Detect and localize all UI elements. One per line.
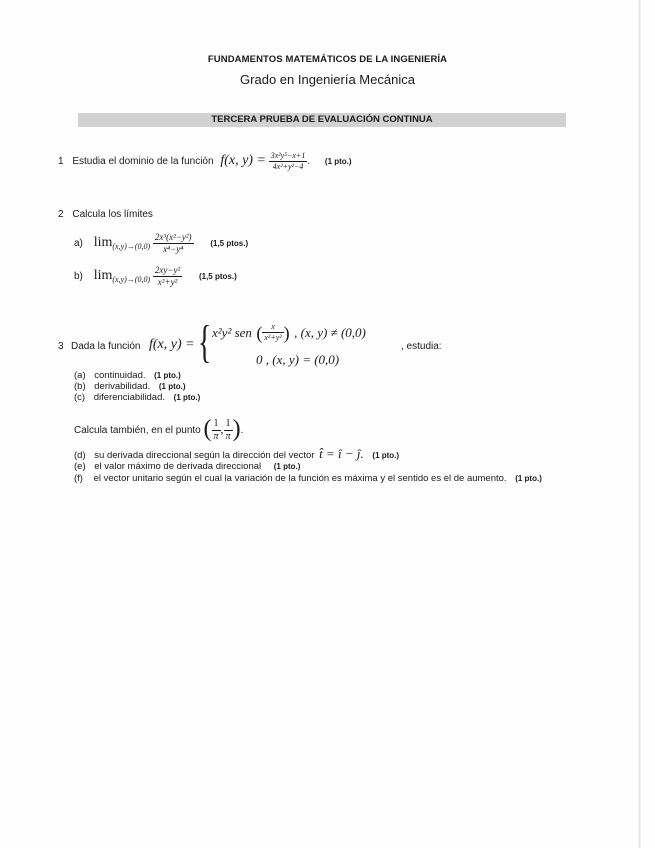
q3-item-b — [74, 381, 186, 392]
q3-case2: 0 , (x, y) = (0,0) — [256, 352, 340, 367]
q3-case1-paren-close: ) — [283, 323, 290, 343]
q1-period: . — [307, 156, 311, 167]
q3-item-c-points: (1 pto.) — [173, 393, 201, 402]
q1-number: 1 — [58, 156, 64, 167]
q2b-fraction — [153, 266, 182, 287]
q1-frac-num: 3x²y⁵−x+1 — [270, 150, 306, 160]
q3-case1 — [212, 322, 366, 344]
q3-item-e-text: el valor máximo de derivada direccional — [94, 461, 262, 472]
q3-case1-fraction — [262, 323, 283, 342]
q1-frac-den: 4x²+y²−4 — [272, 161, 304, 171]
q3-case1-expr: x²y² sen — [212, 325, 252, 340]
q3-item-d-text: su derivada direccional según la dirección del vector — [94, 450, 315, 461]
q3-item-b-points: (1 pto.) — [158, 382, 186, 391]
q1-text: Estudia el dominio de la función — [72, 156, 214, 167]
q3-brace: { — [198, 316, 212, 367]
q2-text: Calcula los límites — [72, 209, 153, 220]
course-title: FUNDAMENTOS MATEMÁTICOS DE LA INGENIERÍA — [207, 54, 448, 65]
q2b-line — [74, 263, 237, 289]
q3-item-d-label: (d) — [74, 450, 86, 461]
q3-item-c-label: (c) — [74, 392, 86, 403]
q3-point-num2: 1 — [224, 419, 233, 431]
q2b-lim-sub: (x,y)→(0,0) — [112, 275, 151, 284]
q3-case1-frac-den: x²+y² — [264, 333, 282, 343]
q3-point-period: . — [240, 425, 244, 436]
q3-point-frac2 — [224, 419, 233, 442]
q1-fraction — [269, 150, 311, 171]
degree-title: Grado en Ingeniería Mecánica — [240, 72, 415, 87]
q3-item-e-label: (e) — [74, 461, 86, 472]
q3-item-f — [74, 473, 542, 484]
q3-case1-frac-num: x — [262, 323, 283, 333]
q2b-frac-den: x²+y² — [157, 276, 178, 287]
q3-point-den1: π — [213, 430, 219, 442]
q2a-line — [74, 230, 248, 256]
q2b-points: (1,5 ptos.) — [198, 272, 237, 281]
q3-tail: , estudia: — [401, 341, 442, 352]
q3-item-f-points: (1 pto.) — [515, 474, 542, 483]
q3-point-line — [74, 414, 243, 444]
q3-number: 3 — [58, 341, 64, 352]
q3-item-a — [74, 370, 181, 381]
q2-line — [58, 209, 153, 220]
q3-function-lhs: f(x, y) = — [149, 337, 195, 352]
page-edge-shadow — [638, 0, 641, 848]
q3-item-d — [74, 446, 399, 462]
q2-number: 2 — [58, 209, 64, 220]
exam-title: TERCERA PRUEBA DE EVALUACIÓN CONTINUA — [211, 114, 433, 125]
q1-line — [58, 150, 352, 172]
q2b-label: b) — [74, 271, 83, 282]
q2a-label: a) — [74, 238, 83, 249]
q3-item-f-label: (f) — [74, 473, 83, 484]
q2a-frac-num: 2x³(x²−y²) — [154, 231, 192, 242]
q1-points: (1 pto.) — [324, 157, 352, 166]
q3-point-paren-close: ) — [232, 416, 241, 442]
q3-item-c-text: diferenciabilidad. — [93, 392, 166, 403]
q3-case1-condition: , (x, y) ≠ (0,0) — [294, 325, 366, 340]
q2a-lim-sub: (x,y)→(0,0) — [112, 242, 151, 251]
q3-item-a-points: (1 pto.) — [154, 371, 181, 380]
q3-item-f-text: el vector unitario según el cual la variación de la función es máxima y el sentido es el de aumento. — [93, 473, 507, 484]
q3-item-c — [74, 392, 200, 403]
q3-point-num1: 1 — [212, 419, 221, 431]
q3-item-b-label: (b) — [74, 381, 86, 392]
q3-item-a-text: continuidad. — [94, 370, 146, 381]
q1-function-lhs: f(x, y) = — [220, 153, 266, 168]
q2a-points: (1,5 ptos.) — [210, 239, 249, 248]
q2b-frac-num: 2xy−y² — [154, 264, 181, 275]
q2a-frac-den: x⁴−y⁴ — [163, 243, 184, 254]
q3-item-d-points: (1 pto.) — [372, 451, 400, 460]
q3-point-den2: π — [225, 430, 231, 442]
q3-point-frac1 — [212, 419, 221, 442]
q3-item-e — [74, 461, 300, 472]
q3-point-comma: , — [220, 422, 224, 436]
q3-point-paren-open: ( — [203, 416, 212, 442]
q2a-fraction — [153, 233, 194, 254]
q3-item-d-vector: t̂ = î − ĵ. — [319, 446, 364, 461]
q3-point-text: Calcula también, en el punto — [74, 425, 201, 436]
q3-item-a-label: (a) — [74, 370, 86, 381]
q3-case1-paren-open: ( — [256, 323, 263, 343]
q2b-lim: lim — [93, 268, 113, 283]
q3-item-b-text: derivabilidad. — [94, 381, 151, 392]
q3-text: Dada la función — [71, 341, 141, 352]
q3-item-e-points: (1 pto.) — [273, 462, 301, 471]
q2a-lim: lim — [93, 235, 113, 250]
